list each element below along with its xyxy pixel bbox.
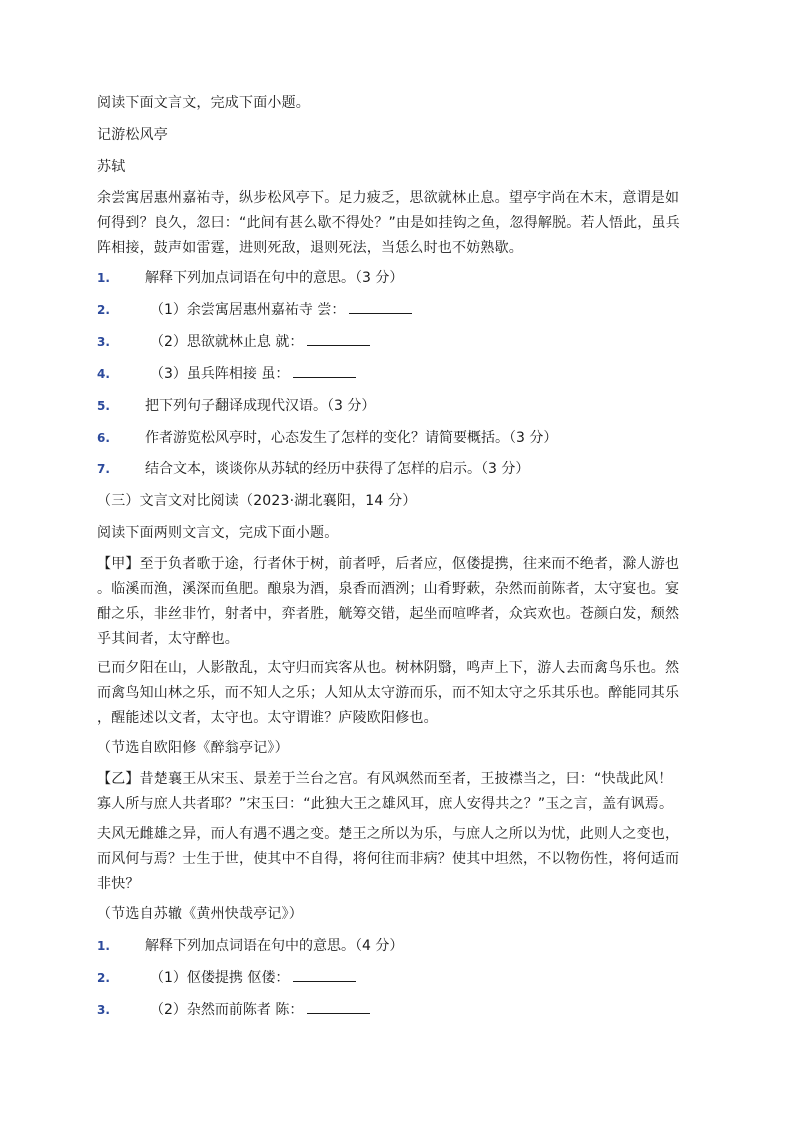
question-item bbox=[97, 426, 707, 450]
question-item bbox=[97, 330, 707, 354]
question-text: 解释下列加点词语在句中的意思。（3 分） bbox=[145, 270, 404, 286]
question-number: 1. bbox=[97, 271, 110, 285]
passage-jia-para-2 bbox=[97, 656, 709, 731]
passage-author: 苏轼 bbox=[97, 159, 126, 175]
passage-title: 记游松风亭 bbox=[97, 127, 168, 143]
passage-yi-para-2 bbox=[97, 822, 709, 897]
question-item bbox=[97, 998, 707, 1022]
question-number: 7. bbox=[97, 462, 110, 476]
passage-line: 酣之乐，非丝非竹，射者中，弈者胜，觥筹交错，起坐而喧哗者，众宾欢也。苍颜白发，颓然 bbox=[97, 606, 680, 622]
question-number: 3. bbox=[97, 335, 110, 349]
question-number: 6. bbox=[97, 431, 110, 445]
passage-line: 而禽鸟知山林之乐，而不知人之乐；人知从太守游而乐，而不知太守之乐其乐也。醉能同其乐 bbox=[97, 685, 680, 701]
question-text: （1）余尝寓居惠州嘉祐寺 尝： bbox=[150, 302, 346, 318]
question-text: 结合文本，谈谈你从苏轼的经历中获得了怎样的启示。（3 分） bbox=[145, 461, 530, 477]
question-item bbox=[97, 298, 707, 322]
passage-1-line: 阵相接，鼓声如雷霆，进则死敌，退则死法，当恁么时也不妨熟歇。 bbox=[97, 240, 523, 256]
question-number: 2. bbox=[97, 971, 110, 985]
passage-jia-source: （节选自欧阳修《醉翁亭记》） bbox=[97, 740, 289, 756]
intro-instruction-2: 阅读下面两则文言文，完成下面小题。 bbox=[97, 525, 339, 541]
passage-line: 【甲】至于负者歌于途，行者休于树，前者呼，后者应，伛偻提携，往来而不绝者，滁人游也 bbox=[97, 556, 680, 572]
answer-blank[interactable] bbox=[293, 967, 356, 982]
question-item bbox=[97, 394, 707, 418]
question-text: （1）伛偻提携 伛偻： bbox=[150, 970, 290, 986]
question-text: 解释下列加点词语在句中的意思。（4 分） bbox=[145, 938, 404, 954]
passage-jia-para-1 bbox=[97, 552, 709, 652]
passage-1-line: 余尝寓居惠州嘉祐寺，纵步松风亭下。足力疲乏，思欲就林止息。望亭宇尚在木末，意谓是如 bbox=[97, 190, 680, 206]
passage-line: 乎其间者，太守醉也。 bbox=[97, 631, 239, 647]
question-number: 3. bbox=[97, 1003, 110, 1017]
question-text: 作者游览松风亭时，心态发生了怎样的变化？请简要概括。（3 分） bbox=[145, 430, 558, 446]
passage-yi-source: （节选自苏辙《黄州快哉亭记》） bbox=[97, 906, 303, 922]
question-item bbox=[97, 457, 707, 481]
answer-blank[interactable] bbox=[307, 331, 370, 346]
question-text: （3）虽兵阵相接 虽： bbox=[150, 366, 290, 382]
passage-1-line: 何得到？良久，忽曰：“此间有甚么歇不得处？”由是如挂钩之鱼，忽得解脱。若人悟此，虽兵 bbox=[97, 215, 680, 231]
question-text: （2）思欲就林止息 就： bbox=[150, 334, 304, 350]
passage-line: 已而夕阳在山，人影散乱，太守归而宾客从也。树林阴翳，鸣声上下，游人去而禽鸟乐也。然 bbox=[97, 660, 680, 676]
intro-instruction: 阅读下面文言文，完成下面小题。 bbox=[97, 95, 310, 111]
question-item bbox=[97, 362, 707, 386]
question-item bbox=[97, 966, 707, 990]
question-text: 把下列句子翻译成现代汉语。（3 分） bbox=[145, 398, 376, 414]
answer-blank[interactable] bbox=[349, 299, 412, 314]
answer-blank[interactable] bbox=[293, 363, 356, 378]
question-number: 5. bbox=[97, 399, 110, 413]
passage-line: ，醒能述以文者，太守也。太守谓谁？庐陵欧阳修也。 bbox=[97, 710, 438, 726]
question-item bbox=[97, 934, 707, 958]
passage-line: 而风何与焉？士生于世，使其中不自得，将何往而非病？使其中坦然，不以物伤性，将何适而 bbox=[97, 851, 680, 867]
passage-yi-para-1 bbox=[97, 767, 709, 817]
question-number: 2. bbox=[97, 303, 110, 317]
passage-line: 非快？ bbox=[97, 876, 140, 892]
question-number: 1. bbox=[97, 939, 110, 953]
question-text: （2）杂然而前陈者 陈： bbox=[150, 1002, 304, 1018]
section-heading: （三）文言文对比阅读（2023·湖北襄阳，14 分） bbox=[97, 493, 417, 509]
question-number: 4. bbox=[97, 367, 110, 381]
passage-line: 【乙】昔楚襄王从宋玉、景差于兰台之宫。有风飒然而至者，王披襟当之，曰：“快哉此风！ bbox=[97, 771, 673, 787]
passage-1-text bbox=[97, 186, 709, 261]
question-item bbox=[97, 266, 707, 290]
passage-line: 寡人所与庶人共者耶？”宋玉曰：“此独大王之雄风耳，庶人安得共之？”玉之言，盖有讽焉。 bbox=[97, 796, 674, 812]
passage-line: 夫风无雌雄之异，而人有遇不遇之变。楚王之所以为乐，与庶人之所以为忧，此则人之变也， bbox=[97, 826, 680, 842]
passage-line: 。临溪而渔，溪深而鱼肥。酿泉为酒，泉香而酒洌；山肴野蔌，杂然而前陈者，太守宴也。宴 bbox=[97, 581, 680, 597]
answer-blank[interactable] bbox=[307, 999, 370, 1014]
